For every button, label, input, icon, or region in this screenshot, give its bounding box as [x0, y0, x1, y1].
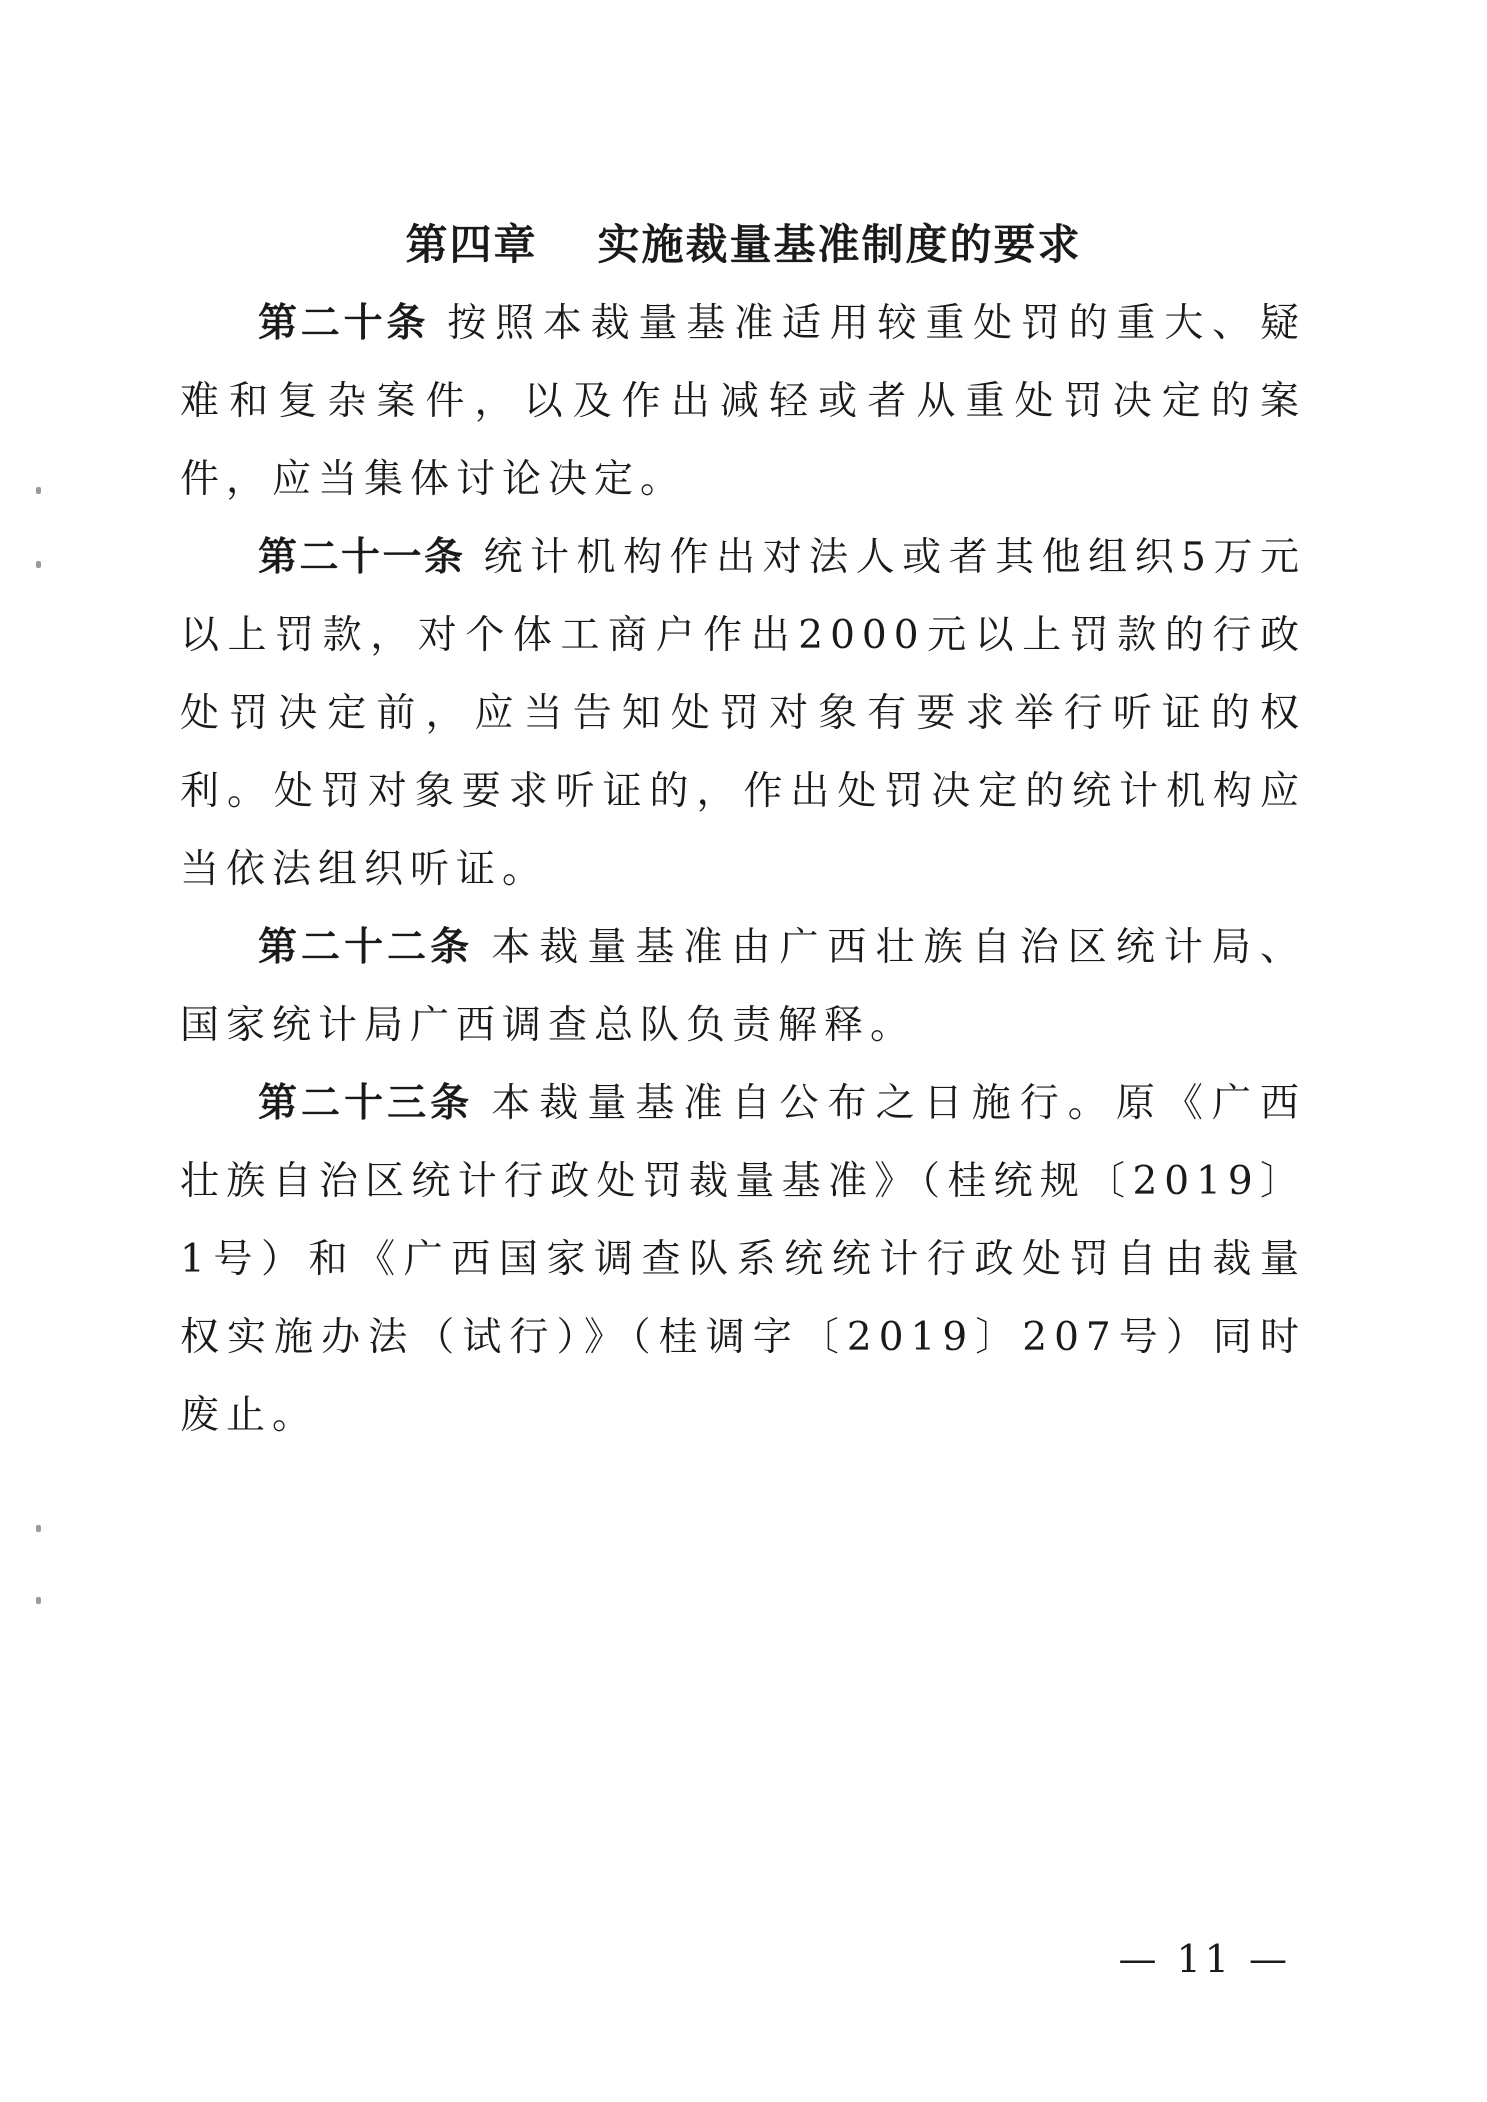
chapter-heading: [0, 212, 1487, 272]
article-number: 第二十条: [258, 301, 430, 346]
article-text: 本裁量基准自公布之日施行。原《广西壮族自治区统计行政处罚裁量基准》（桂统规〔2019〕1号）和《广西国家调查队系统统计行政处罚自由裁量权实施办法（试行）》（桂调字〔2019〕207号）同时废止。: [180, 1081, 1306, 1438]
article-text: 统计机构作出对法人或者其他组织5万元以上罚款，对个体工商户作出2000元以上罚款的行政处罚决定前，应当告知处罚对象有要求举行听证的权利。处罚对象要求听证的，作出处罚决定的统计机构应当依法组织听证。: [180, 535, 1306, 892]
article-22: [180, 909, 1306, 1065]
chapter-body: [180, 285, 1306, 1455]
article-21: [180, 519, 1306, 909]
binding-hole-mark: [36, 1597, 41, 1604]
binding-hole-mark: [36, 487, 41, 494]
article-text: 本裁量基准由广西壮族自治区统计局、国家统计局广西调查总队负责解释。: [180, 925, 1306, 1048]
article-number: 第二十三条: [258, 1081, 474, 1126]
article-text: 按照本裁量基准适用较重处罚的重大、疑难和复杂案件，以及作出减轻或者从重处罚决定的案件，应当集体讨论决定。: [180, 301, 1306, 502]
page-number: — 11 —: [1118, 1937, 1291, 1981]
binding-hole-mark: [36, 1525, 41, 1532]
article-20: [180, 285, 1306, 519]
chapter-number: 第四章: [405, 220, 538, 269]
article-23: [180, 1065, 1306, 1455]
article-number: 第二十二条: [258, 925, 474, 970]
article-number: 第二十一条: [258, 535, 466, 580]
chapter-title: 实施裁量基准制度的要求: [597, 220, 1082, 269]
binding-hole-mark: [36, 561, 41, 568]
